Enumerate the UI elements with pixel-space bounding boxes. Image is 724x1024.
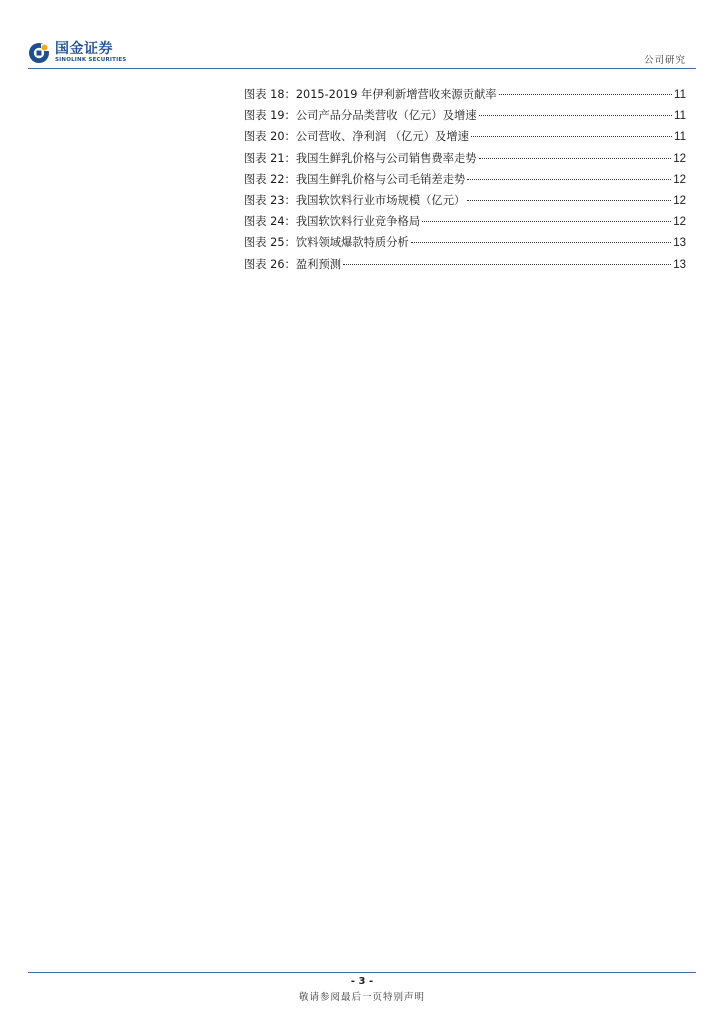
sinolink-logo-icon [28, 42, 50, 64]
logo-chinese-name: 国金证券 [55, 41, 113, 58]
toc-entry[interactable] [244, 192, 686, 213]
toc-leader-dots [479, 115, 672, 116]
toc-entry-page: 12 [673, 152, 686, 165]
toc-leader-dots [343, 264, 671, 265]
toc-entry-label: 图表 23：我国软饮料行业市场规模（亿元） [244, 193, 466, 207]
footer-divider [28, 972, 696, 973]
toc-entry-label: 图表 18：2015-2019 年伊利新增营收来源贡献率 [244, 88, 497, 101]
toc-entry-label: 图表 22：我国生鲜乳价格与公司毛销差走势 [244, 172, 466, 186]
toc-entry[interactable] [244, 107, 686, 128]
toc-entry[interactable] [244, 86, 686, 107]
toc-entry-page: 12 [673, 173, 686, 186]
toc-entry-page: 11 [674, 110, 686, 123]
header-divider [28, 68, 696, 69]
page-header [28, 38, 696, 70]
toc-entry[interactable] [244, 171, 686, 192]
toc-leader-dots [467, 179, 671, 180]
toc-leader-dots [471, 136, 672, 137]
toc-entry-page: 13 [673, 258, 686, 271]
toc-entry-page: 13 [673, 237, 686, 250]
toc-entry[interactable] [244, 234, 686, 255]
toc-leader-dots [499, 94, 672, 95]
section-label: 公司研究 [643, 55, 686, 66]
toc-leader-dots [411, 242, 671, 243]
toc-entry[interactable] [244, 150, 686, 171]
toc-entry[interactable] [244, 213, 686, 234]
toc-leader-dots [479, 158, 672, 159]
toc-leader-dots [467, 200, 671, 201]
footer-disclaimer: 敬请参阅最后一页特别声明 [298, 992, 425, 1003]
toc-entry-label: 图表 20：公司营收、净利润 （亿元）及增速 [244, 130, 469, 144]
page-number: - 3 - [350, 976, 374, 987]
toc-entry-label: 图表 26：盈利预测 [244, 257, 342, 271]
toc-entry-page: 12 [673, 216, 686, 229]
toc-leader-dots [422, 221, 671, 222]
toc-entry[interactable] [244, 256, 686, 277]
toc-entry-label: 图表 24：我国软饮料行业竞争格局 [244, 215, 421, 229]
toc-entry-page: 11 [674, 131, 686, 144]
company-logo [28, 42, 126, 64]
toc-entry-label: 图表 19：公司产品分品类营收（亿元）及增速 [244, 109, 477, 123]
toc-entry[interactable] [244, 128, 686, 149]
toc-entry-label: 图表 21：我国生鲜乳价格与公司销售费率走势 [244, 151, 477, 165]
figure-index [244, 86, 686, 277]
toc-entry-page: 11 [674, 89, 686, 101]
toc-entry-label: 图表 25：饮料领域爆款特质分析 [244, 236, 409, 250]
toc-entry-page: 12 [673, 194, 686, 207]
logo-english-name: SINOLINK SECURITIES [55, 57, 127, 64]
